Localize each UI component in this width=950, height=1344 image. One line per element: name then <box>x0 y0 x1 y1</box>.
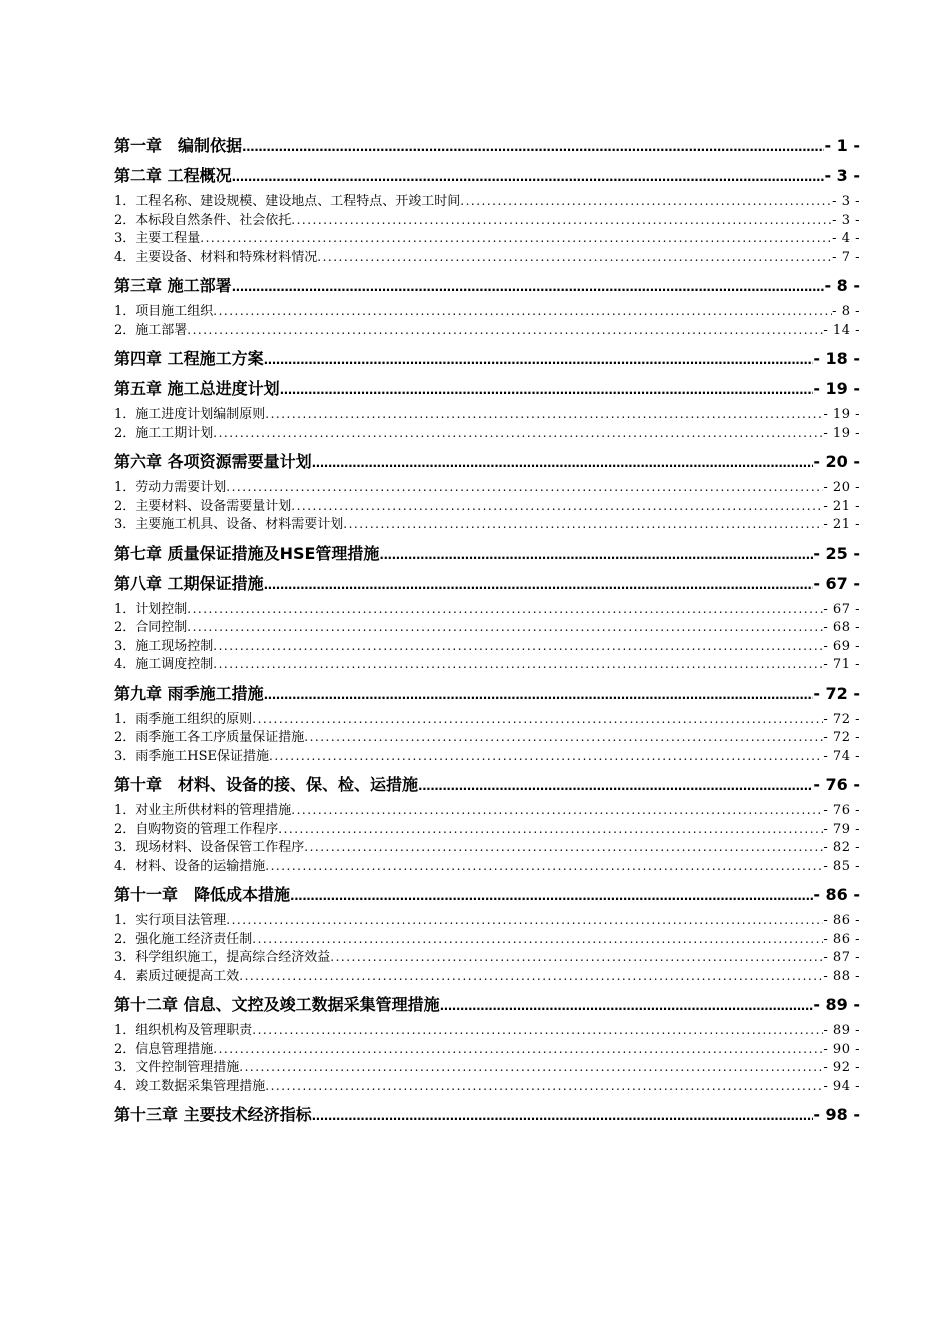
toc-page-number: - 3 - <box>832 194 860 209</box>
toc-chapter-10[interactable] <box>114 775 860 795</box>
toc-entry-title: 第二章 工程概况 <box>114 166 232 185</box>
toc-section[interactable] <box>114 515 860 534</box>
toc-section[interactable] <box>114 820 860 839</box>
toc-page-number: - 85 - <box>823 858 860 874</box>
dot-leader <box>242 137 824 156</box>
toc-section[interactable] <box>114 321 860 340</box>
dot-leader <box>460 192 832 211</box>
dot-leader <box>291 497 823 516</box>
dot-leader <box>213 302 832 321</box>
toc-page-number: - 82 - <box>823 840 860 855</box>
toc-page-number: - 18 - <box>813 349 860 368</box>
toc-page-number: - 21 - <box>823 517 860 532</box>
dot-leader <box>343 515 823 534</box>
toc-section[interactable] <box>114 405 860 424</box>
toc-entry-title: 3．施工现场控制 <box>114 638 214 654</box>
toc-entry-title: 1．实行项目法管理 <box>114 913 227 928</box>
toc-section[interactable] <box>114 192 860 211</box>
dot-leader <box>304 838 823 857</box>
toc-chapter-6[interactable] <box>114 452 860 472</box>
dot-leader <box>317 248 832 267</box>
table-of-contents <box>114 136 860 1125</box>
dot-leader <box>290 886 813 905</box>
toc-section[interactable] <box>114 229 860 248</box>
toc-entry-title: 1．施工进度计划编制原则 <box>114 407 266 422</box>
toc-page-number: - 69 - <box>823 638 860 654</box>
toc-page-number: - 88 - <box>823 968 860 984</box>
toc-entry-title: 1．雨季施工组织的原则 <box>114 711 253 727</box>
toc-section[interactable] <box>114 478 860 497</box>
toc-page-number: - 86 - <box>823 931 860 947</box>
dot-leader <box>232 167 825 186</box>
toc-chapter-5[interactable] <box>114 379 860 399</box>
toc-section[interactable] <box>114 911 860 930</box>
toc-page-number: - 94 - <box>823 1078 860 1094</box>
toc-page-number: - 89 - <box>813 995 860 1014</box>
toc-chapter-13[interactable] <box>114 1105 860 1125</box>
toc-entry-title: 1．劳动力需要计划 <box>114 480 227 495</box>
toc-chapter-7[interactable] <box>114 544 860 564</box>
toc-section[interactable] <box>114 857 860 876</box>
toc-page-number: - 86 - <box>823 913 860 928</box>
toc-section[interactable] <box>114 248 860 267</box>
toc-section[interactable] <box>114 302 860 321</box>
toc-page-number: - 8 - <box>832 304 860 319</box>
toc-chapter-8[interactable] <box>114 574 860 594</box>
dot-leader <box>187 618 823 637</box>
toc-entry-title: 第七章 质量保证措施及HSE管理措施 <box>114 543 380 563</box>
dot-leader <box>187 321 823 340</box>
toc-entry-title: 第三章 施工部署 <box>114 276 232 295</box>
toc-entry-title: 第四章 工程施工方案 <box>114 349 264 368</box>
toc-page-number: - 68 - <box>823 620 860 635</box>
dot-leader <box>213 424 823 443</box>
toc-entry-title: 1．项目施工组织 <box>114 304 214 319</box>
toc-page-number: - 76 - <box>813 775 860 794</box>
toc-page-number: - 79 - <box>823 821 860 837</box>
toc-page-number: - 20 - <box>823 480 860 495</box>
toc-section[interactable] <box>114 801 860 820</box>
dot-leader <box>239 967 823 986</box>
toc-section[interactable] <box>114 838 860 857</box>
dot-leader <box>291 801 823 820</box>
toc-page-number: - 72 - <box>823 730 860 745</box>
toc-entry-title: 第六章 各项资源需要量计划 <box>114 452 312 471</box>
toc-section[interactable] <box>114 497 860 516</box>
toc-page-number: - 90 - <box>823 1041 860 1057</box>
dot-leader <box>379 545 813 564</box>
toc-entry-title: 2．施工部署 <box>114 322 188 338</box>
toc-chapter-11[interactable] <box>114 885 860 905</box>
dot-leader <box>304 728 823 747</box>
toc-page-number: - 89 - <box>823 1023 860 1038</box>
toc-entry-title: 2．本标段自然条件、社会依托 <box>114 212 292 228</box>
toc-page-number: - 4 - <box>832 231 860 246</box>
toc-entry-title: 第一章 编制依据 <box>114 136 243 155</box>
dot-leader <box>265 857 823 876</box>
dot-leader <box>213 655 823 674</box>
toc-page-number: - 21 - <box>823 498 860 514</box>
dot-leader <box>187 600 823 619</box>
dot-leader <box>226 478 823 497</box>
toc-entry-title: 1．计划控制 <box>114 601 188 617</box>
toc-entry-title: 4．施工调度控制 <box>114 657 214 672</box>
dot-leader <box>278 820 823 839</box>
toc-page-number: - 92 - <box>823 1060 860 1075</box>
dot-leader <box>252 710 823 729</box>
toc-entry-title: 2．合同控制 <box>114 620 188 635</box>
toc-page-number: - 1 - <box>824 136 860 155</box>
toc-chapter-9[interactable] <box>114 684 860 704</box>
dot-leader <box>226 911 823 930</box>
dot-leader <box>232 277 825 296</box>
toc-page-number: - 74 - <box>823 748 860 764</box>
toc-entry-title: 第五章 施工总进度计划 <box>114 379 280 398</box>
toc-section[interactable] <box>114 710 860 729</box>
toc-page-number: - 3 - <box>832 212 860 228</box>
toc-entry-title: 2．信息管理措施 <box>114 1041 214 1057</box>
toc-page-number: - 67 - <box>813 573 860 593</box>
toc-entry-title: 第十三章 主要技术经济指标 <box>114 1105 312 1124</box>
toc-entry-title: 3．科学组织施工，提高综合经济效益 <box>114 950 331 965</box>
toc-section[interactable] <box>114 1040 860 1059</box>
dot-leader <box>418 776 813 795</box>
toc-chapter-4[interactable] <box>114 349 860 369</box>
toc-section[interactable] <box>114 728 860 747</box>
toc-section[interactable] <box>114 637 860 656</box>
toc-entry-title: 2．自购物资的管理工作程序 <box>114 821 279 837</box>
toc-chapter-3[interactable] <box>114 276 860 296</box>
toc-section[interactable] <box>114 655 860 674</box>
toc-entry-title: 2．施工工期计划 <box>114 425 214 441</box>
toc-entry-title: 4．材料、设备的运输措施 <box>114 858 266 874</box>
toc-entry-title: 2．主要材料、设备需要量计划 <box>114 498 292 514</box>
dot-leader <box>200 229 832 248</box>
toc-entry-title: 第十一章 降低成本措施 <box>114 885 291 904</box>
toc-page-number: - 3 - <box>824 166 860 185</box>
dot-leader <box>440 996 814 1015</box>
dot-leader <box>264 350 814 369</box>
toc-chapter-2[interactable] <box>114 166 860 186</box>
toc-page-number: - 19 - <box>813 379 860 398</box>
toc-page-number: - 71 - <box>823 657 860 672</box>
dot-leader <box>265 1077 823 1096</box>
toc-page-number: - 76 - <box>823 803 860 818</box>
toc-section[interactable] <box>114 1021 860 1040</box>
toc-entry-title: 4．竣工数据采集管理措施 <box>114 1078 266 1094</box>
dot-leader <box>264 685 814 704</box>
toc-entry-title: 第十二章 信息、文控及竣工数据采集管理措施 <box>114 995 440 1014</box>
toc-page-number: - 19 - <box>823 425 860 441</box>
toc-chapter-1[interactable] <box>114 136 860 156</box>
toc-section[interactable] <box>114 424 860 443</box>
toc-entry-title: 3．文件控制管理措施 <box>114 1060 240 1075</box>
toc-section[interactable] <box>114 211 860 230</box>
toc-page-number: - 72 - <box>823 711 860 727</box>
toc-page-number: - 7 - <box>832 249 860 265</box>
toc-page-number: - 86 - <box>813 885 860 904</box>
toc-page-number: - 72 - <box>813 683 860 703</box>
toc-page-number: - 25 - <box>813 543 860 563</box>
toc-page-number: - 67 - <box>823 601 860 617</box>
toc-entry-title: 第八章 工期保证措施 <box>114 573 264 593</box>
toc-entry-title: 4．素质过硬提高工效 <box>114 968 240 984</box>
toc-page-number: - 20 - <box>813 452 860 471</box>
dot-leader <box>252 1021 823 1040</box>
toc-section[interactable] <box>114 1058 860 1077</box>
toc-entry-title: 第十章 材料、设备的接、保、检、运措施 <box>114 775 419 794</box>
toc-section[interactable] <box>114 930 860 949</box>
toc-section[interactable] <box>114 967 860 986</box>
dot-leader <box>213 1040 823 1059</box>
toc-section[interactable] <box>114 948 860 967</box>
toc-section[interactable] <box>114 600 860 619</box>
toc-entry-title: 第九章 雨季施工措施 <box>114 683 264 703</box>
toc-page-number: - 87 - <box>823 950 860 965</box>
toc-entry-title: 1．组织机构及管理职责 <box>114 1023 253 1038</box>
dot-leader <box>269 747 823 766</box>
dot-leader <box>239 1058 823 1077</box>
toc-page-number: - 19 - <box>823 407 860 422</box>
dot-leader <box>280 380 814 399</box>
toc-entry-title: 3．现场材料、设备保管工作程序 <box>114 840 305 855</box>
toc-entry-title: 4．主要设备、材料和特殊材料情况 <box>114 249 318 265</box>
toc-section[interactable] <box>114 747 860 766</box>
dot-leader <box>265 405 823 424</box>
toc-entry-title: 1．对业主所供材料的管理措施 <box>114 803 292 818</box>
toc-page-number: - 98 - <box>813 1105 860 1124</box>
toc-page-number: - 8 - <box>824 276 860 295</box>
toc-entry-title: 3．雨季施工HSE保证措施 <box>114 748 270 764</box>
toc-entry-title: 3．主要施工机具、设备、材料需要计划 <box>114 517 344 532</box>
dot-leader <box>264 575 814 594</box>
toc-entry-title: 2．强化施工经济责任制 <box>114 931 253 947</box>
toc-page-number: - 14 - <box>823 322 860 338</box>
toc-section[interactable] <box>114 618 860 637</box>
toc-section[interactable] <box>114 1077 860 1096</box>
dot-leader <box>213 637 823 656</box>
toc-chapter-12[interactable] <box>114 995 860 1015</box>
dot-leader <box>252 930 823 949</box>
dot-leader <box>291 211 832 230</box>
dot-leader <box>312 1106 814 1125</box>
toc-entry-title: 2．雨季施工各工序质量保证措施 <box>114 730 305 745</box>
dot-leader <box>330 948 823 967</box>
dot-leader <box>312 453 814 472</box>
toc-entry-title: 1．工程名称、建设规模、建设地点、工程特点、开竣工时间 <box>114 194 461 209</box>
toc-entry-title: 3．主要工程量 <box>114 231 201 246</box>
